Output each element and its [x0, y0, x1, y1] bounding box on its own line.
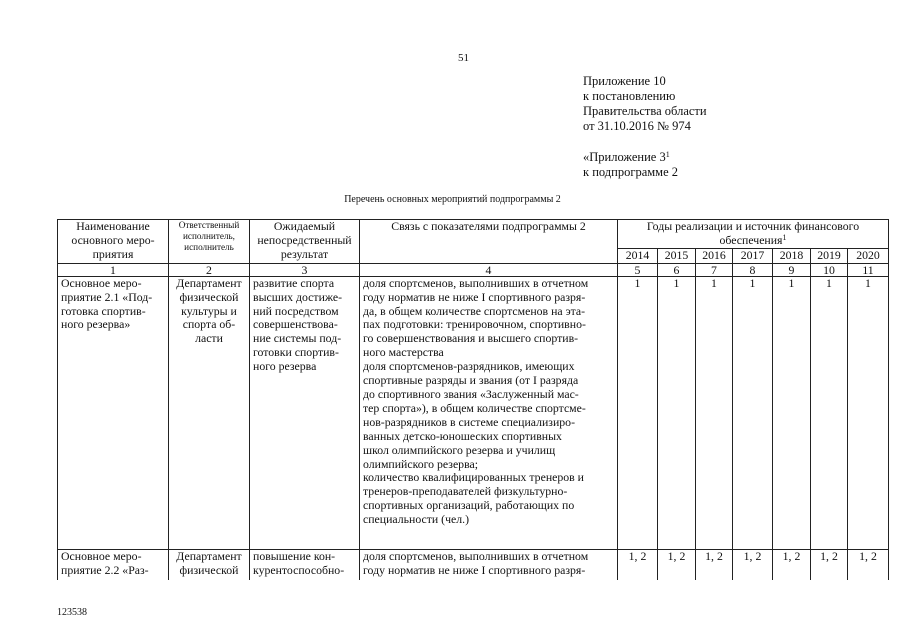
year-value: 1: [811, 276, 848, 549]
measure-indicators: доля спортсменов, выполнивших в отчетном году норматив не ниже I спортивного разря- да, в общем количестве спортсменов на эта- пах подготовки: тренировочном, спортивно- го совершенствования и высшего спортив- ного мастерства доля спортсменов-разрядников, имеющих спортивные разряды и звания (от I разряда до спортивного звания «Заслуженный мас- тер спорта»), в общем количестве спортсме- нов-разрядников в системе специализиро- ванных детско-юношеских спортивных школ олимпийского резерва и училищ олимпийского резерва; количество квалифицированных тренеров и тренеров-преподавателей физкультурно- спортивных организаций, работающих по специальности (чел.): [360, 276, 618, 549]
appendix3-title: «Приложение 3: [583, 150, 666, 164]
year-value: 1, 2: [658, 549, 696, 580]
column-number: 8: [733, 263, 773, 276]
page-number: 51: [458, 52, 469, 64]
year-value: 1, 2: [733, 549, 773, 580]
measure-name: Основное меро- приятие 2.2 «Раз-: [58, 549, 169, 580]
measure-result: повышение кон- курентоспособно-: [250, 549, 360, 580]
column-number: 4: [360, 263, 618, 276]
measure-indicators: доля спортсменов, выполнивших в отчетном году норматив не ниже I спортивного разря-: [360, 549, 618, 580]
column-number: 10: [811, 263, 848, 276]
table-header-row: [58, 220, 889, 249]
header-year: 2014: [618, 248, 658, 263]
measures-table: [57, 219, 889, 580]
year-value: 1: [696, 276, 733, 549]
column-number: 3: [250, 263, 360, 276]
footer-code: 123538: [57, 607, 87, 618]
header-years-title: Годы реализации и источник финансового обеспечения: [646, 219, 860, 247]
appendix-line-1: Приложение 10: [583, 74, 666, 88]
measure-name: Основное меро- приятие 2.1 «Под- готовка спортив- ного резерва»: [58, 276, 169, 549]
appendix3-superscript: 1: [665, 150, 670, 159]
column-number: 1: [58, 263, 169, 276]
column-number: 11: [848, 263, 889, 276]
year-value: 1, 2: [773, 549, 811, 580]
year-value: 1, 2: [811, 549, 848, 580]
header-year: 2020: [848, 248, 889, 263]
header-result: Ожидаемый непосредственный результат: [250, 220, 360, 264]
appendix3-block: [583, 150, 678, 180]
appendix-block: [583, 74, 707, 134]
year-value: 1: [733, 276, 773, 549]
header-year: 2018: [773, 248, 811, 263]
header-year: 2016: [696, 248, 733, 263]
column-number: 2: [169, 263, 250, 276]
year-value: 1: [618, 276, 658, 549]
appendix3-line-2: к подпрограмме 2: [583, 165, 678, 179]
list-title: Перечень основных мероприятий подпрограммы 2: [344, 194, 561, 205]
header-years-superscript: 1: [782, 232, 787, 242]
header-year: 2015: [658, 248, 696, 263]
table-row: [58, 276, 889, 549]
header-executor: Ответственный исполнитель, исполнитель: [169, 220, 250, 264]
column-number: 6: [658, 263, 696, 276]
header-year: 2019: [811, 248, 848, 263]
column-number: 9: [773, 263, 811, 276]
header-indicators: Связь с показателями подпрограммы 2: [360, 220, 618, 264]
year-value: 1: [848, 276, 889, 549]
year-value: 1: [658, 276, 696, 549]
measure-executor: Департамент физической: [169, 549, 250, 580]
column-number-row: [58, 263, 889, 276]
measure-result: развитие спорта высших достиже- ний посредством совершенствова- ние системы под- готовки спортив- ного резерва: [250, 276, 360, 549]
column-number: 5: [618, 263, 658, 276]
header-name: Наименование основного меро- приятия: [58, 220, 169, 264]
appendix-line-4: от 31.10.2016 № 974: [583, 119, 691, 133]
year-value: 1, 2: [696, 549, 733, 580]
appendix-line-2: к постановлению: [583, 89, 676, 103]
year-value: 1, 2: [618, 549, 658, 580]
appendix3-line-1: [583, 150, 678, 165]
appendix-line-3: Правительства области: [583, 104, 707, 118]
year-value: 1: [773, 276, 811, 549]
measure-executor: Департамент физической культуры и спорта об- ласти: [169, 276, 250, 549]
year-value: 1, 2: [848, 549, 889, 580]
header-years: [618, 220, 889, 249]
header-year: 2017: [733, 248, 773, 263]
table-row: [58, 549, 889, 580]
column-number: 7: [696, 263, 733, 276]
